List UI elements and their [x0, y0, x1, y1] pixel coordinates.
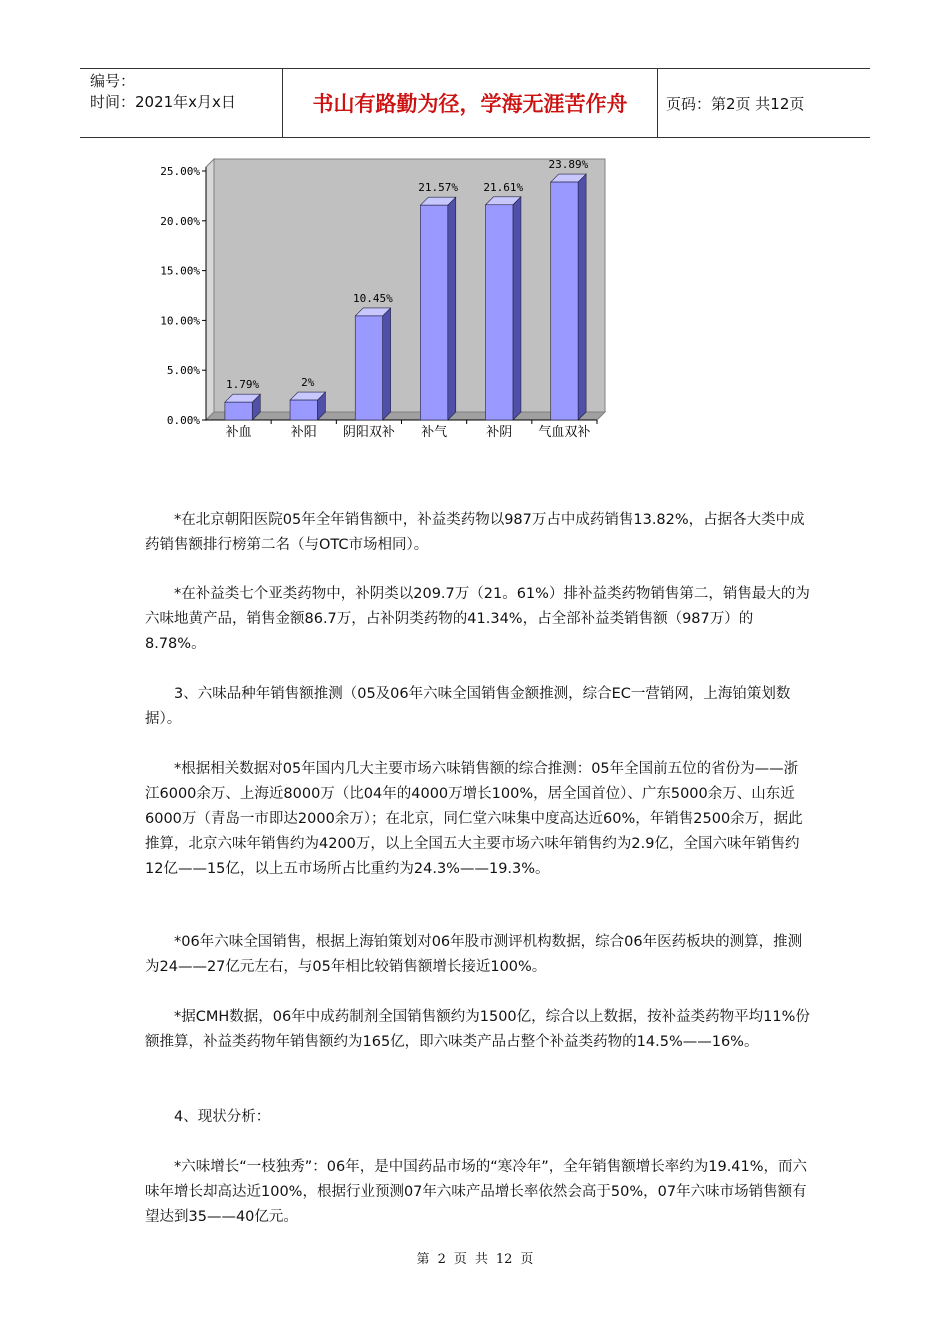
header-date: 时间：2021年x月x日 [90, 93, 236, 111]
bar-value-label: 2% [301, 376, 315, 390]
bar-side [448, 197, 456, 420]
bar-value-label: 1.79% [226, 378, 260, 392]
x-category-label: 补气 [421, 425, 448, 440]
bar [486, 205, 513, 420]
bar-value-label: 21.57% [418, 181, 458, 195]
bar [355, 316, 382, 420]
paragraph-6: *据CMH数据，06年中成药制剂全国销售额约为1500亿，综合以上数据，按补益类药物平均11%份额推算，补益类药物年销售额约为165亿，即六味类产品占整个补益类药物的14.5%——16%。 [145, 1009, 810, 1050]
paragraph-8: *六味增长“一枝独秀”：06年，是中国药品市场的“寒冷年”，全年销售额增长率约为19.41%，而六味年增长却高达近100%，根据行业预测07年六味产品增长率依然会高于50%，07年六味市场销售额有望达到35——40亿元。 [145, 1159, 808, 1225]
x-category-label: 阴阳双补 [342, 425, 395, 440]
paragraph-5: *06年六味全国销售，根据上海铂策划对06年股市测评机构数据，综合06年医药板块的测算，推测为24——27亿元左右，与05年相比较销售额增长接近100%。 [145, 934, 803, 975]
y-tick-label: 20.00% [160, 214, 200, 228]
paragraph-4: *根据相关数据对05年国内几大主要市场六味销售额的综合推测：05年全国前五位的省份为——浙江6000余万、上海近8000万（比04年的4000万增长100%，居全国首位）、广东5000余万、山东近6000万（青岛一市即达2000余万）；在北京，同仁堂六味集中度高达近60%，年销售2500余万，据此推算，北京六味年销售约为4200万，以上全国五大主要市场六味年销售约为2.9亿，全国六味年销售约12亿——15亿，以上五市场所占比重约为24.3%——19.3%。 [145, 761, 803, 877]
footer-total-word: 共 [474, 1252, 488, 1267]
x-category-label: 补血 [225, 425, 252, 440]
bar-chart [150, 155, 620, 455]
bar-value-label: 21.61% [483, 180, 524, 194]
footer-page-unit: 页 [453, 1252, 467, 1267]
header-number: 编号： [90, 72, 136, 90]
bar-value-label: 10.45% [353, 291, 393, 305]
paragraph-3: 3、六味品种年销售额推测（05及06年六味全国销售金额推测，综合EC一营销网，上海铂策划数据）。 [145, 686, 791, 727]
header-page: 页码：第2页 共12页 [666, 94, 805, 113]
page-header [80, 68, 870, 138]
bar [290, 400, 317, 420]
plot-back-wall [214, 159, 605, 412]
x-category-label: 补阳 [290, 425, 317, 440]
footer-page-word: 第 [416, 1252, 430, 1267]
header-info [80, 69, 282, 137]
page-footer [0, 1248, 950, 1267]
plot-side-wall [206, 159, 214, 420]
footer-total-unit: 页 [520, 1252, 534, 1267]
bar-side [578, 174, 586, 420]
bar-value-label: 23.89% [548, 158, 589, 172]
x-category-label: 补阴 [486, 425, 513, 440]
bar [225, 402, 252, 420]
footer-total-num: 12 [495, 1252, 513, 1267]
paragraph-2: *在补益类七个亚类药物中，补阴类以209.7万（21。61%）排补益类药物销售第二，销售最大的为六味地黄产品，销售金额86.7万，占补阴类药物的41.34%，占全部补益类销售额（987万）的8.78%。 [145, 586, 810, 652]
y-tick-label: 25.00% [160, 165, 200, 178]
y-tick-label: 10.00% [160, 314, 200, 328]
bar-side [513, 197, 521, 420]
bar [420, 205, 447, 420]
x-category-label: 气血双补 [538, 425, 591, 440]
paragraph-7: 4、现状分析： [174, 1109, 271, 1125]
bar-side [383, 308, 391, 420]
y-tick-label: 0.00% [166, 414, 200, 427]
bar [551, 182, 578, 420]
plot-floor [206, 412, 605, 420]
footer-page-num: 2 [437, 1252, 446, 1267]
y-tick-label: 15.00% [160, 264, 200, 278]
y-tick-label: 5.00% [166, 364, 200, 378]
paragraph-1: *在北京朝阳医院05年全年销售额中，补益类药物以987万占中成药销售13.82%，占据各大类中成药销售额排行榜第二名（与OTC市场相同）。 [145, 512, 805, 553]
header-motto: 书山有路勤为径，学海无涯苦作舟 [282, 69, 658, 137]
